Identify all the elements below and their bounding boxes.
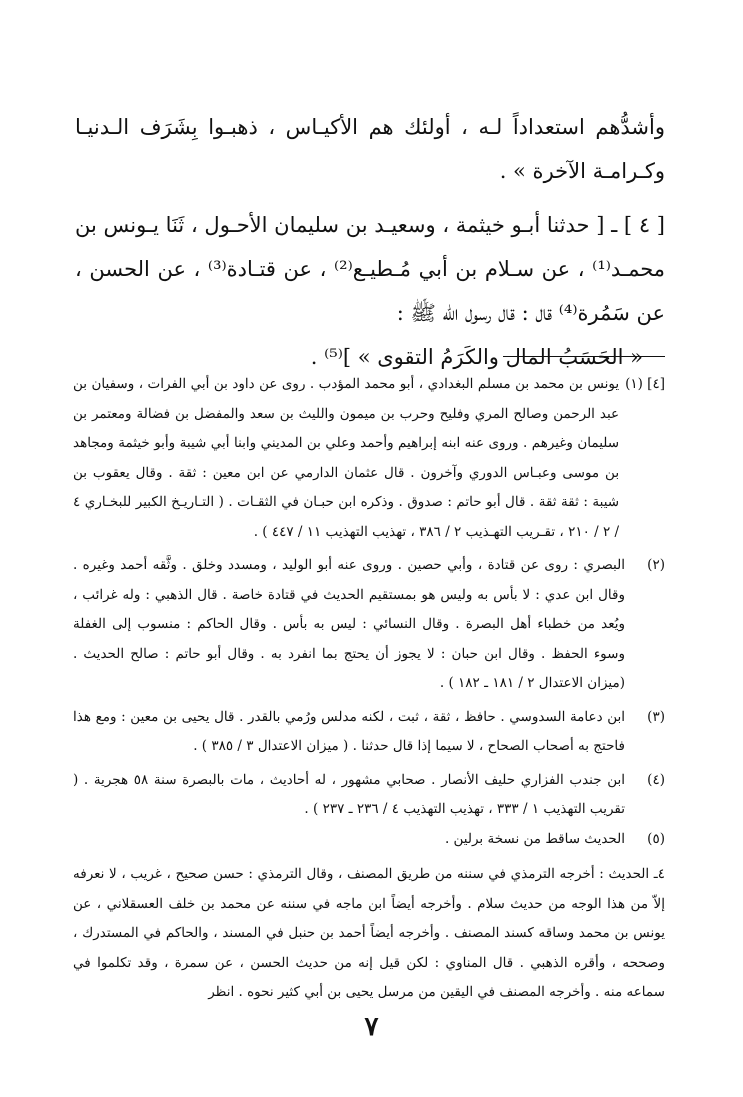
hadith-commentary-label: ٤ـ الحديث : [599,866,665,882]
footnote-text: الحديث ساقط من نسخة برلين . [444,830,625,847]
page-number: ٧ [364,1012,379,1042]
main-paragraph-continuation: وأشدُّهم استعداداً لـه ، أولئك هم الأكيـاس ، ذهبـوا بِشَرَف الـدنيـا وكـرامـة الآخرة » . [75,115,665,183]
footnote-text: البصري : روى عن قتادة ، وأبي حصين . وروى عنه أبو الوليد ، ومسدد وخلق . وثَّقه أحمد وغيره . وقال ابن عدي : لا بأس به وليس هو بمستقيم الحديث في قتادة خاصة . قال الذهبي : وله غرائب ، ويُعد من خطباء أهل البصرة . وقال النسائي : ليس به بأس . وقال الحاكم : منسوب إلى الغفلة وسوء الحفظ . وقال ابن حبان : لا يجوز أن يحتج بما انفرد به . وقال أبو حاتم : صالح الحديث . (ميزان الاعتدال ٢ / ١٨١ ـ ١٨٢ ) . [73,557,625,691]
hadith-commentary [73,860,665,1008]
footnote-text: يونس بن محمد بن مسلم البغدادي ، أبو محمد المؤدب . روى عن داود بن أبي الفرات ، وسفيان بن عبد الرحمن وصالح المري وفليح وحرب بن ميمون والليث بن سعد والمفضل بن فضالة ومعتمر بن سليمان وغيرهم . وروى عنه ابنه إبراهيم وأحمد وعلي بن المديني وابنا أبي شيبة وأبو خيثمة ومجاهد بن موسى وعبـاس الدوري وآخرون . قال عثمان الدارمي عن ابن معين : ثقة . وقال يعقوب بن شيبة : ثقة ثقة . قال أبو حاتم : صدوق . وذكره ابن حبـان في الثقـات . ( التـاريـخ الكبير للبخـاري ٤ / ٢ / ٢١٠ ، تقـريب التهـذيب ٢ / ٣٨٦ ، تهذيب التهذيب ١١ / ٤٤٧ ) . [73,376,620,540]
main-paragraph-isnad: [ ٤ ] ـ [ حدثنا أبـو خيثمة ، وسعيـد بن سليمان الأحـول ، ثَنَا يـونس بن محمـد⁽¹⁾ ، عن سـلام بن أبي مُـطيـع⁽²⁾ ، عن قتـادة⁽³⁾ ، عن الحسن ، عن سَمُرة⁽⁴⁾ قال : قال رسول الله ﷺ : [75,213,666,325]
footnote-2 [73,551,665,699]
footnote-divider [503,356,665,357]
hadith-commentary-text: أخرجه الترمذي في سننه من طريق المصنف ، وقال الترمذي : حسن صحيح ، غريب ، لا نعرفه إلاّ من هذا الوجه من حديث سلام . وأخرجه أيضاً ابن ماجه في سننه عن محمد بن خلف العسقلاني ، عن يونس بن محمد وساقه كسند المصنف . وأخرجه أيضاً أحمد بن حنبل في المسند ، والحاكم في المستدرك ، وصححه ، وأقره الذهبي . قال المناوي : لكن قيل إنه من حديث الحسن ، عن سمرة ، وقد تكلموا في سماعه منه . وأخرجه المصنف في اليقين من مرسل يحيى بن أبي كثير نحوه . انظر [73,866,665,1000]
footnote-marker: (٥) [647,830,665,847]
footnote-marker: (٤) [647,771,665,788]
footnote-4 [73,766,665,825]
footnote-marker: (٢) [647,557,665,573]
footnote-3 [73,703,665,762]
footnotes [73,370,665,1008]
footnote-text: ابن جندب الفزاري حليف الأنصار . صحابي مشهور ، له أحاديث ، مات بالبصرة سنة ٥٨ هجرية . ( تقريب التهذيب ١ / ٣٣٣ ، تهذيب التهذيب ٤ / ٢٣٦ ـ ٢٣٧ ) . [73,771,625,817]
main-paragraph-hadith-text: « الحَسَبُ المال والكَرَمُ التقوى » ]⁽⁵⁾ . [310,345,643,369]
footnote-marker: (٣) [647,708,665,725]
footnote-marker: [٤] (١) [625,376,665,392]
main-text [75,105,665,379]
footnote-text: ابن دعامة السدوسي . حافظ ، ثقة ، ثبت ، لكنه مدلس ورُمي بالقدر . قال يحيى بن معين : ومع هذا فاحتج به أصحاب الصحاح ، لا سيما إذا قال حدثنا . ( ميزان الاعتدال ٣ / ٣٨٥ ) . [73,708,625,754]
footnote-5 [73,825,665,855]
footnote-1 [73,370,665,547]
